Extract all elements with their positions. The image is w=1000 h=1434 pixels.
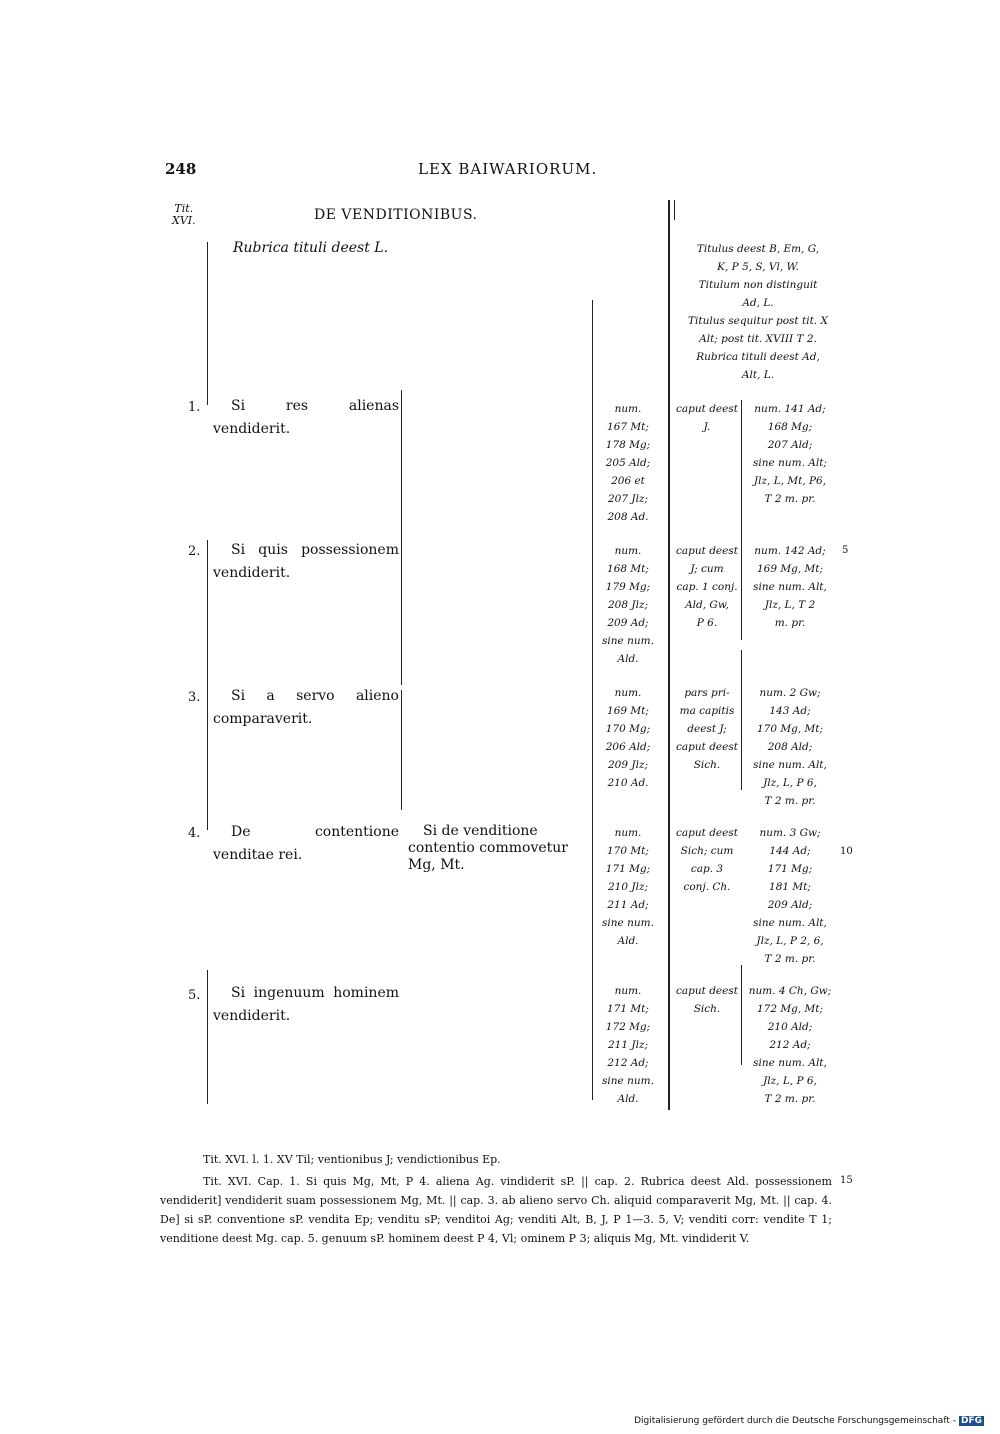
column-rule [401, 690, 402, 810]
margin-line-number: 10 [840, 846, 853, 857]
manuscript-numbering: num. 168 Mt; 179 Mg; 208 Jlz; 209 Ad; sine num. Ald. [602, 545, 654, 665]
manuscript-numbering: num. 170 Mt; 171 Mg; 210 Jlz; 211 Ad; sine num. Ald. [602, 827, 654, 947]
note-line: Rubrica tituli deest Ad, [696, 351, 820, 363]
chapter-number: 5. [188, 988, 201, 1003]
caput-note: pars pri- ma capitis deest J; caput deest Sich. [676, 687, 738, 771]
column-rule [207, 540, 208, 830]
chapter-number: 4. [188, 826, 201, 841]
margin-line-number: 5 [842, 545, 849, 556]
note-line: Titulum non distinguit [698, 279, 818, 291]
witness-numbering: num. 142 Ad; 169 Mg, Mt; sine num. Alt, Jlz, L, T 2 m. pr. [753, 545, 827, 629]
manuscript-numbering: num. 169 Mt; 170 Mg; 206 Ald; 209 Jlz; 210 Ad. [605, 687, 651, 789]
caput-note: caput deest Sich; cum cap. 3 conj. Ch. [676, 827, 738, 893]
digitization-credit [634, 1416, 984, 1426]
chapter-title: Si ingenuum hominem vendiderit. [213, 985, 399, 1024]
note-line: Titulus deest B, Em, G, [696, 243, 820, 255]
note-line: K, P 5, S, Vl, W. [717, 261, 799, 273]
column-rule [674, 200, 675, 220]
chapter-title: Si quis possessionem vendiderit. [213, 542, 399, 581]
margin-line-number: 15 [840, 1175, 853, 1186]
caput-note: caput deest J; cum cap. 1 conj. Ald, Gw, P 6. [676, 545, 738, 629]
rubrica-note: Rubrica tituli deest L. [233, 240, 389, 256]
footnote-title: Tit. XVI. l. 1. XV Til; ventionibus J; vendictionibus Ep. [203, 1153, 501, 1166]
column-rule [668, 200, 670, 1110]
manuscript-numbering: num. 167 Mt; 178 Mg; 205 Ald; 206 et 207 Jlz; 208 Ad. [605, 403, 651, 523]
manuscript-numbering: num. 171 Mt; 172 Mg; 211 Jlz; 212 Ad; sine num. Ald. [602, 985, 654, 1105]
title-label-line: Tit. [174, 202, 194, 215]
chapter-number: 2. [188, 544, 201, 559]
note-line: Titulus sequitur post tit. X [688, 315, 828, 327]
note-line: Alt; post tit. XVIII T 2. [699, 333, 817, 345]
column-rule [401, 390, 402, 685]
column-rule [207, 970, 208, 1104]
chapter-number: 3. [188, 690, 201, 705]
witness-numbering: num. 3 Gw; 144 Ad; 171 Mg; 181 Mt; 209 Ald; sine num. Alt, Jlz, L, P 2, 6, T 2 m. pr. [753, 827, 827, 965]
title-heading: DE VENDITIONIBUS. [314, 207, 478, 223]
chapter-title: Si a servo alieno comparaverit. [213, 688, 399, 727]
title-label [172, 203, 196, 227]
page-number: 248 [165, 160, 197, 178]
column-rule [207, 242, 208, 405]
caput-note: caput deest Sich. [676, 985, 738, 1015]
caput-note: caput deest J. [676, 403, 738, 433]
witness-numbering: num. 141 Ad; 168 Mg; 207 Ald; sine num. Alt; Jlz, L, Mt, P6, T 2 m. pr. [753, 403, 827, 505]
witness-numbering: num. 4 Ch, Gw; 172 Mg, Mt; 210 Ald; 212 Ad; sine num. Alt, Jlz, L, P 6, T 2 m. pr. [748, 985, 832, 1105]
alternate-rubric: Si de venditione contentio commovetur Mg, Mt. [408, 823, 568, 873]
note-line: Alt, L. [741, 369, 775, 381]
witness-numbering: num. 2 Gw; 143 Ad; 170 Mg, Mt; 208 Ald; sine num. Alt, Jlz, L, P 6, T 2 m. pr. [753, 687, 827, 807]
footnote-apparatus: Tit. XVI. Cap. 1. Si quis Mg, Mt, P 4. aliena Ag. vindiderit sP. || cap. 2. Rubrica deest Ald. possessionem vendiderit] vendiderit suam possessionem Mg, Mt. || cap. 3. ab alieno servo Ch. aliquid comparaverit Mg, Mt. || cap. 4. De] si sP. conventione sP. vendita Ep; venditu sP; venditoi Ag; venditi Alt, B, J, P 1—3. 5, V; venditi corr: vendite T 1; venditione deest Mg. cap. 5. genuum sP. hominem deest P 4, Vl; ominem P 3; aliquis Mg, Mt. vindiderit V. [160, 1175, 832, 1245]
title-label-line: XVI. [172, 214, 196, 227]
running-title: LEX BAIWARIORUM. [418, 160, 598, 178]
dfg-logo: DFG [960, 1416, 982, 1426]
credit-text: Digitalisierung gefördert durch die Deutsche Forschungsgemeinschaft - [634, 1416, 956, 1426]
title-note [676, 240, 840, 384]
chapter-title: De contentione venditae rei. [213, 824, 399, 863]
chapter-title: Si res alienas vendiderit. [213, 398, 399, 437]
chapter-number: 1. [188, 400, 201, 415]
note-line: Ad, L. [742, 297, 774, 309]
